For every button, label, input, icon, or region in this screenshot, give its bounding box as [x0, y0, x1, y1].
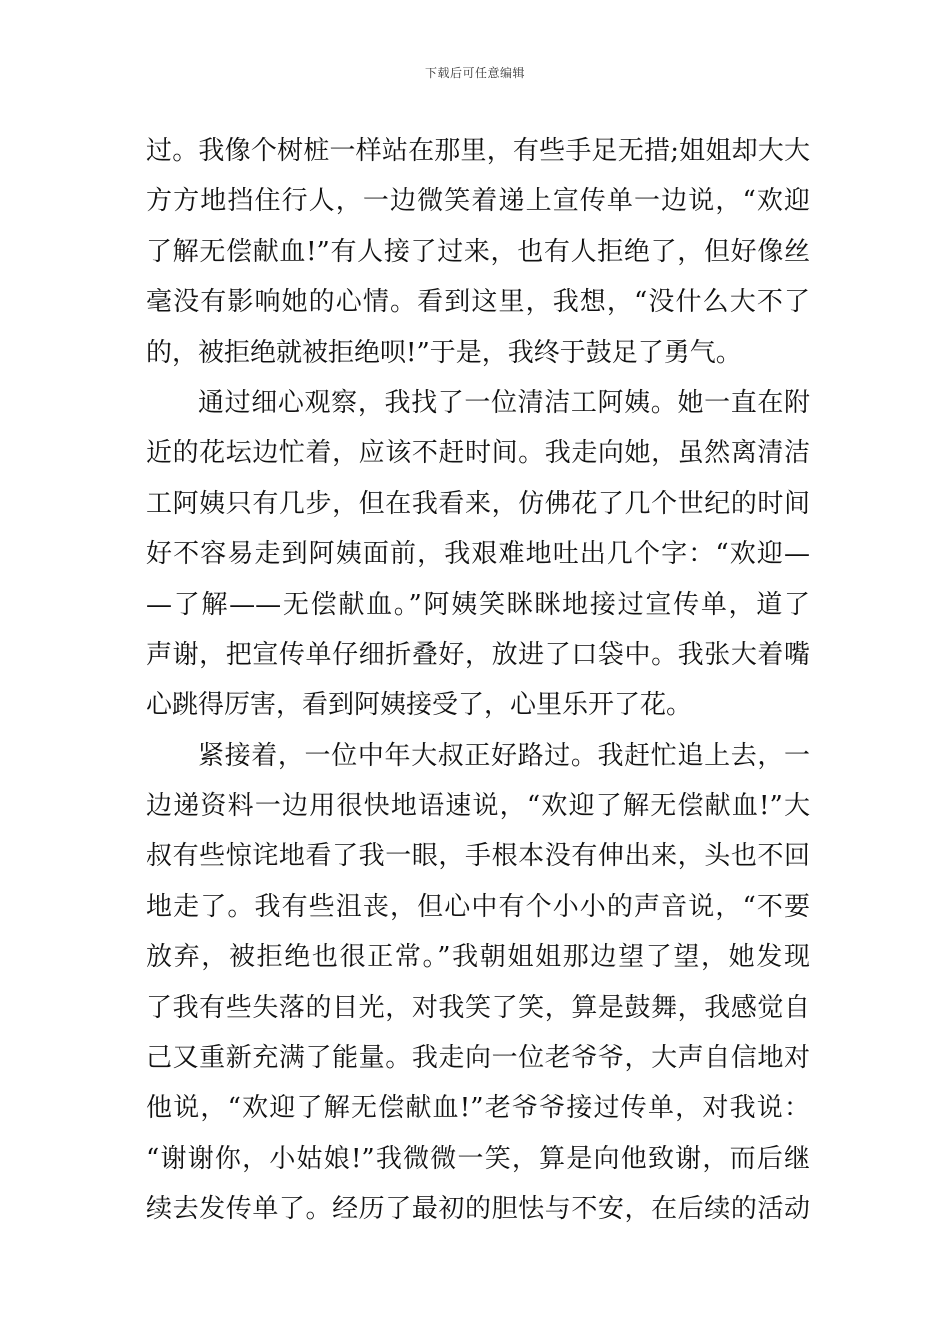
text-line: 了我有些失落的目光，对我笑了笑，算是鼓舞，我感觉自: [146, 992, 810, 1023]
text-line: 叔有些惊诧地看了我一眼，手根本没有伸出来，头也不回: [146, 841, 810, 872]
text-line: 毫没有影响她的心情。看到这里，我想，“没什么大不了: [146, 287, 810, 318]
text-line: 通过细心观察，我找了一位清洁工阿姨。她一直在附: [198, 387, 810, 418]
text-line: 紧接着，一位中年大叔正好路过。我赶忙追上去，一: [198, 740, 810, 771]
text-line: 地走了。我有些沮丧，但心中有个小小的声音说，“不要: [146, 891, 810, 922]
text-line: 过。我像个树桩一样站在那里，有些手足无措;姐姐却大大: [146, 136, 810, 166]
paragraph: [146, 378, 810, 731]
text-line: 声谢，把宣传单仔细折叠好，放进了口袋中。我张大着嘴: [146, 639, 810, 670]
text-line: 工阿姨只有几步，但在我看来，仿佛花了几个世纪的时间: [146, 488, 810, 519]
paragraph: [146, 126, 810, 378]
text-line: 心跳得厉害，看到阿姨接受了，心里乐开了花。: [146, 690, 693, 721]
text-line: —了解——无偿献血。”阿姨笑眯眯地接过宣传单，道了: [146, 589, 810, 620]
text-line: 了解无偿献血!”有人接了过来，也有人拒绝了，但好像丝: [146, 236, 810, 267]
text-line: 己又重新充满了能量。我走向一位老爷爷，大声自信地对: [146, 1043, 810, 1074]
text-line: 方方地挡住行人，一边微笑着递上宣传单一边说，“欢迎: [146, 186, 810, 217]
text-line: 放弃，被拒绝也很正常。”我朝姐姐那边望了望，她发现: [146, 942, 810, 973]
text-line: 他说，“欢迎了解无偿献血!”老爷爷接过传单，对我说：: [146, 1093, 810, 1124]
page-header: 下载后可任意编辑: [424, 66, 525, 80]
body-text: [146, 126, 810, 1235]
text-line: 续去发传单了。经历了最初的胆怯与不安，在后续的活动: [146, 1194, 810, 1225]
text-line: 近的花坛边忙着，应该不赶时间。我走向她，虽然离清洁: [146, 438, 810, 469]
text-line: “谢谢你，小姑娘!”我微微一笑，算是向他致谢，而后继: [146, 1143, 810, 1174]
text-line: 好不容易走到阿姨面前，我艰难地吐出几个字：“欢迎—: [146, 539, 810, 570]
text-line: 边递资料一边用很快地语速说，“欢迎了解无偿献血!”大: [146, 791, 810, 822]
paragraph: [146, 731, 810, 1235]
text-line: 的，被拒绝就被拒绝呗!”于是，我终于鼓足了勇气。: [146, 337, 742, 368]
